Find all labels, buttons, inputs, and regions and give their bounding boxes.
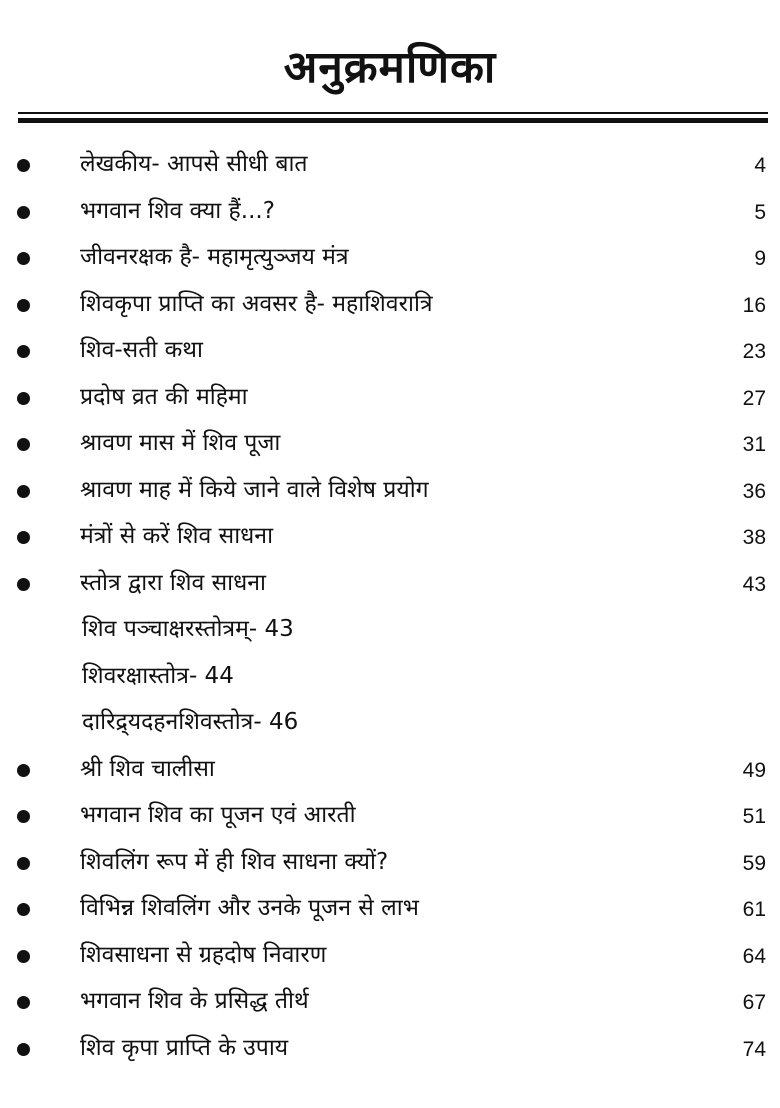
bullet-icon [17,299,30,312]
bullet-icon [17,903,30,916]
bullet-icon [17,485,30,498]
toc-entry-title: शिव कृपा प्राप्ति के उपाय [80,1034,289,1061]
bullet-icon [17,392,30,405]
toc-sub-entry-title: शिव पञ्चाक्षरस्तोत्रम्- 43 [82,616,294,642]
toc-entry-page: 9 [754,247,766,270]
table-of-contents [0,142,780,1072]
toc-entry-page: 36 [742,479,766,503]
toc-entry-title: भगवान शिव क्या हैं...? [80,197,275,224]
bullet-icon [17,857,30,870]
toc-entry[interactable] [0,793,780,840]
toc-entry-page: 51 [742,805,766,828]
toc-entry-title: विभिन्न शिवलिंग और उनके पूजन से लाभ [80,895,419,921]
toc-entry-page: 74 [742,1037,766,1061]
toc-entry-page: 61 [742,898,766,921]
bullet-icon [17,252,30,265]
bullet-icon [17,950,30,963]
bullet-icon [17,531,30,544]
bullet-icon [17,810,30,823]
toc-entry-page: 31 [742,433,766,456]
bullet-icon [17,996,30,1009]
toc-sub-entry-title: दारिद्र्यदहनशिवस्तोत्र- 46 [82,709,299,735]
toc-entry-page: 64 [742,944,766,968]
toc-entry-title: प्रदोष व्रत की महिमा [80,383,248,410]
toc-entry-page: 67 [742,991,766,1014]
toc-entry[interactable] [0,747,780,794]
toc-entry-title: मंत्रों से करें शिव साधना [80,523,274,549]
toc-entry-title: स्तोत्र द्वारा शिव साधना [80,569,266,596]
toc-entry[interactable] [0,375,780,422]
toc-entry[interactable] [0,421,780,468]
toc-entry-title: शिवकृपा प्राप्ति का अवसर है- महाशिवरात्रि [80,290,433,317]
toc-entry-title: भगवान शिव का पूजन एवं आरती [80,802,356,828]
title-divider-thick [18,118,768,123]
toc-entry-title: श्रावण मास में शिव पूजा [80,430,281,456]
toc-entry[interactable] [0,933,780,980]
toc-entry-title: लेखकीय- आपसे सीधी बात [80,151,308,177]
toc-entry-title: श्रावण माह में किये जाने वाले विशेष प्रयोग [80,476,429,503]
bullet-icon [17,764,30,777]
toc-sub-entry[interactable] [0,654,780,701]
toc-entry-title: शिवसाधना से ग्रहदोष निवारण [80,941,327,968]
toc-entry-page: 5 [754,200,766,224]
toc-entry[interactable] [0,189,780,236]
toc-sub-entry[interactable] [0,607,780,654]
toc-entry-page: 43 [742,572,766,596]
toc-entry[interactable] [0,886,780,933]
bullet-icon [17,206,30,219]
bullet-icon [17,1043,30,1056]
toc-entry-title: शिवलिंग रूप में ही शिव साधना क्यों? [80,848,389,875]
toc-entry[interactable] [0,235,780,282]
toc-entry-page: 16 [742,293,766,317]
toc-entry[interactable] [0,282,780,329]
toc-entry[interactable] [0,561,780,608]
bullet-icon [17,345,30,358]
toc-entry-page: 59 [742,851,766,875]
toc-entry-title: भगवान शिव के प्रसिद्ध तीर्थ [80,988,309,1014]
page-title: अनुक्रमणिका [283,42,497,93]
toc-entry[interactable] [0,514,780,561]
toc-entry-page: 23 [742,340,766,363]
toc-entry[interactable] [0,1026,780,1073]
toc-entry-title: जीवनरक्षक है- महामृत्युञ्जय मंत्र [80,244,349,270]
title-divider-thin [18,112,768,114]
toc-entry-page: 4 [754,154,766,177]
bullet-icon [17,578,30,591]
toc-entry[interactable] [0,840,780,887]
bullet-icon [17,438,30,451]
toc-entry-page: 38 [742,526,766,549]
toc-sub-entry[interactable] [0,700,780,747]
toc-entry[interactable] [0,979,780,1026]
toc-entry[interactable] [0,142,780,189]
toc-entry[interactable] [0,328,780,375]
toc-entry-title: शिव-सती कथा [80,337,203,363]
toc-entry-page: 27 [742,386,766,410]
toc-entry-page: 49 [742,758,766,782]
bullet-icon [17,159,30,172]
toc-entry-title: श्री शिव चालीसा [80,755,215,782]
toc-sub-entry-title: शिवरक्षास्तोत्र- 44 [82,662,234,689]
toc-entry[interactable] [0,468,780,515]
